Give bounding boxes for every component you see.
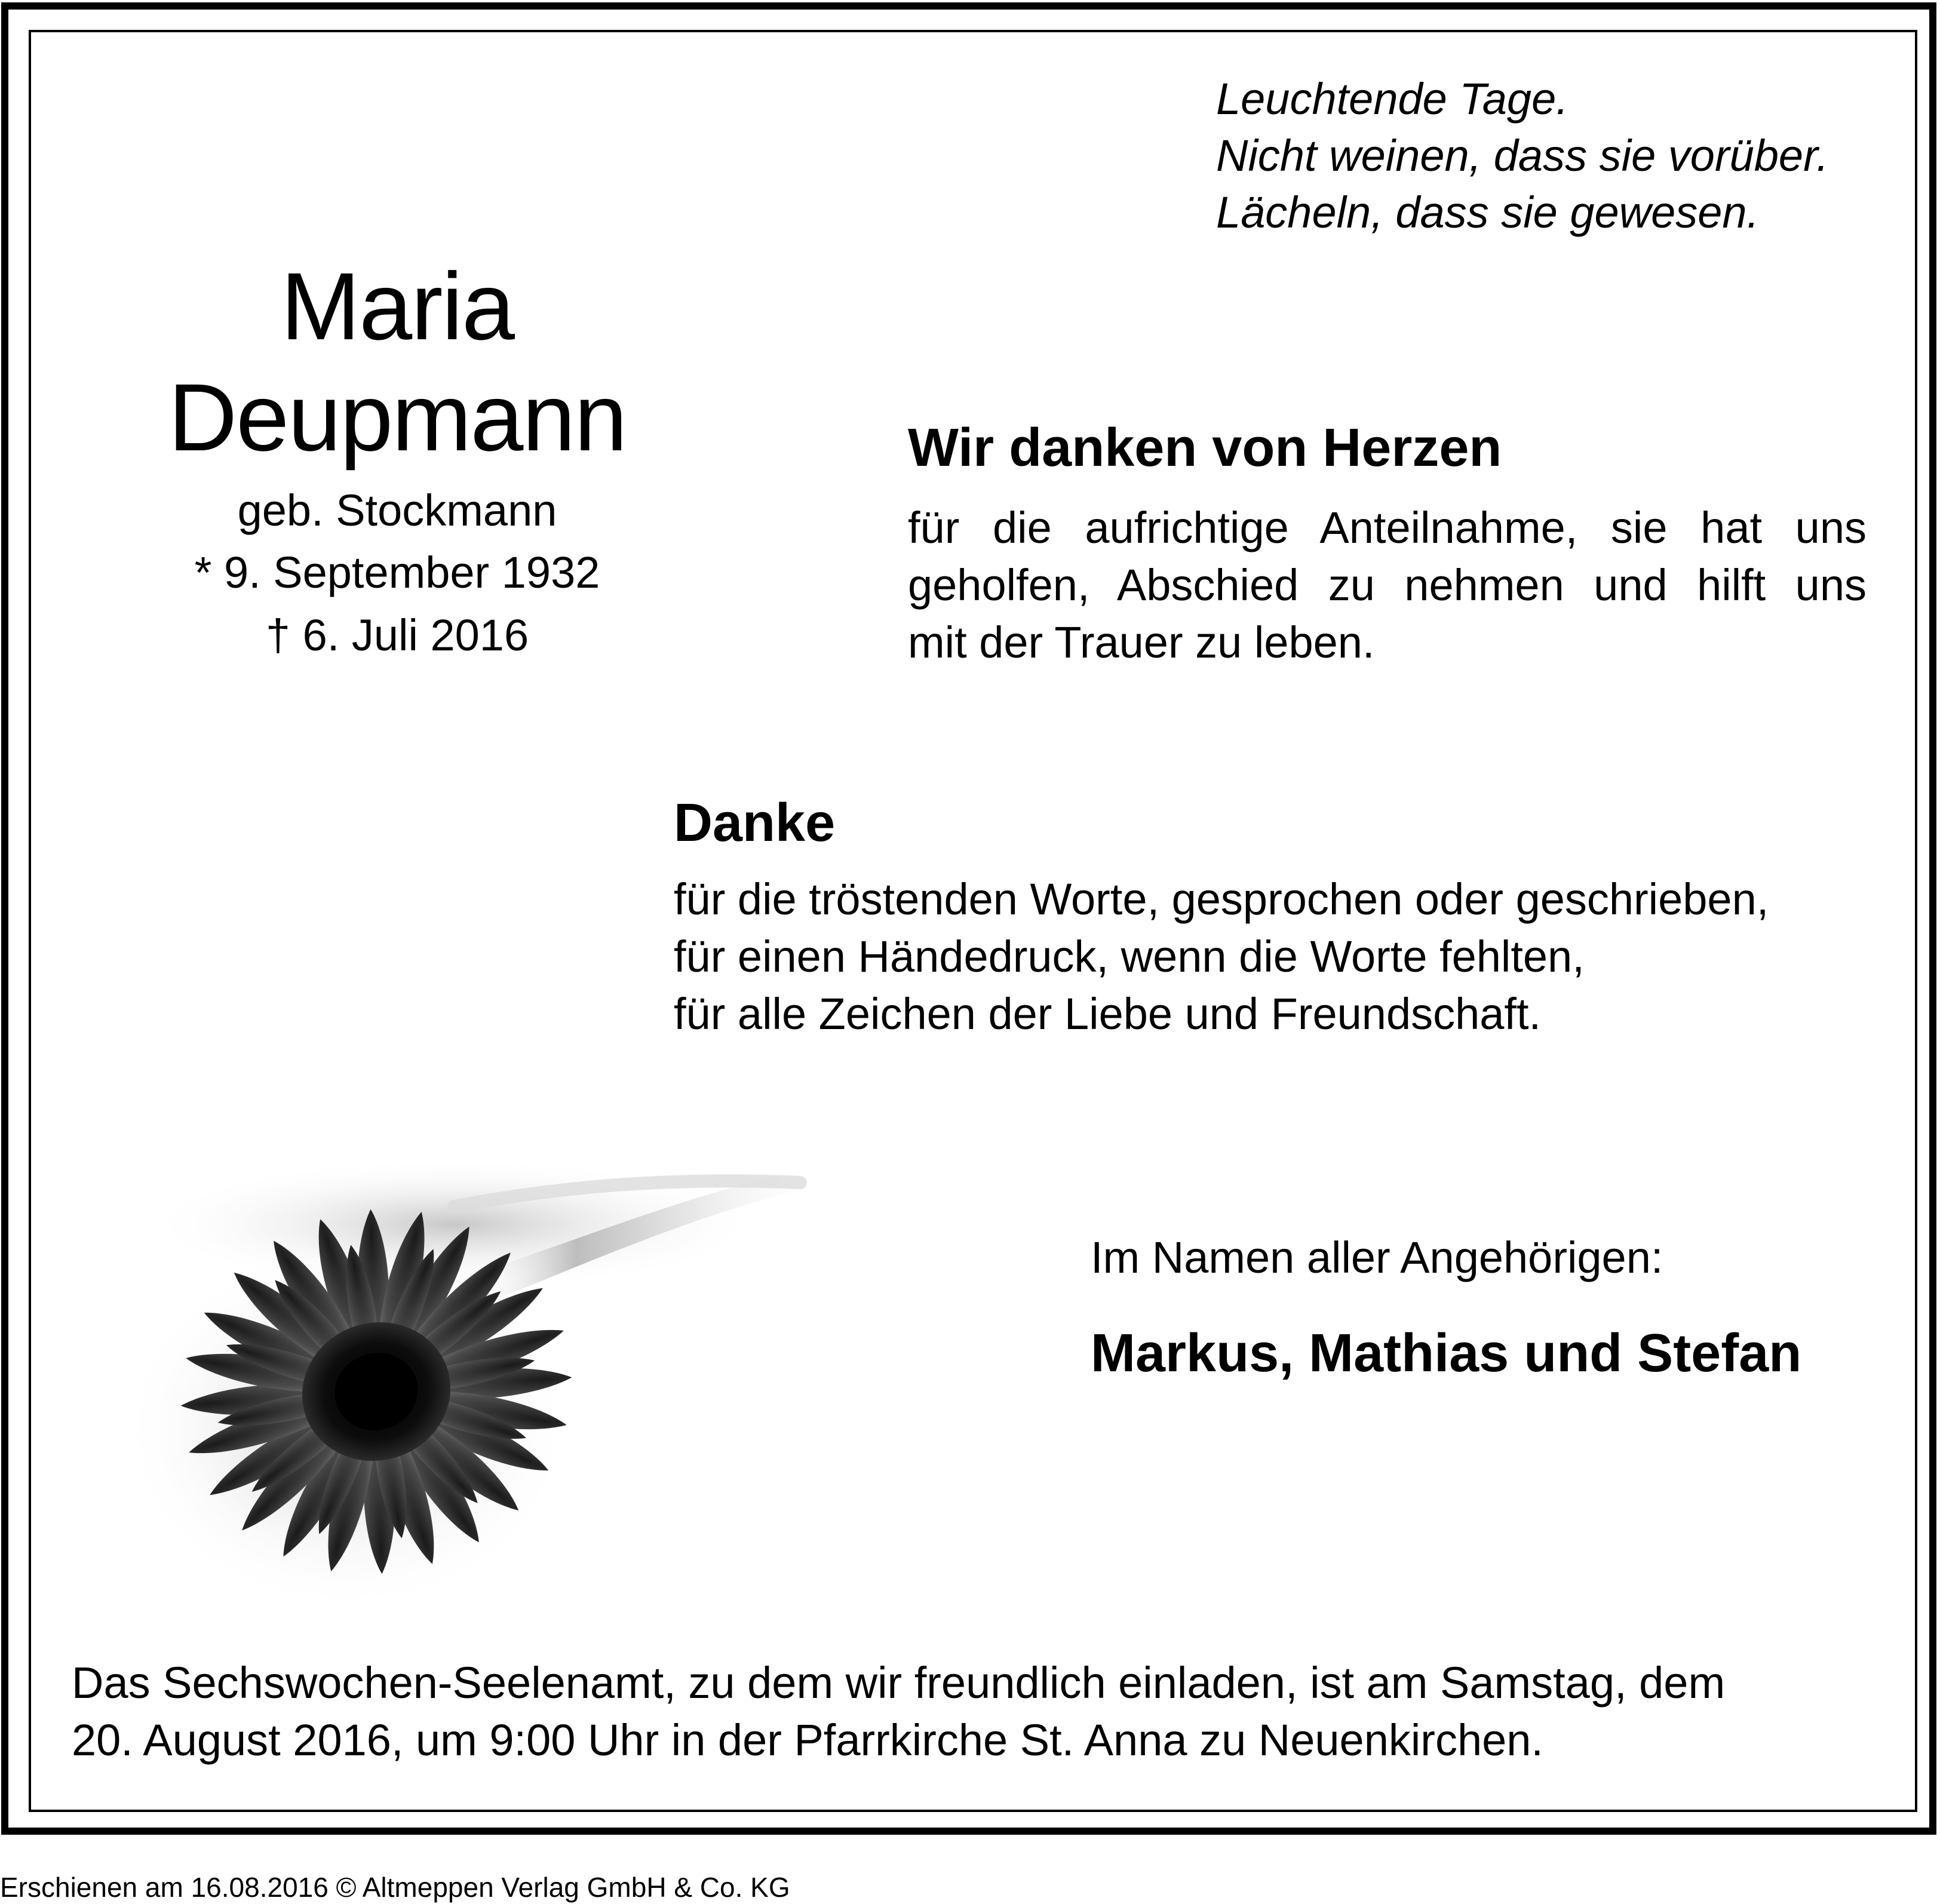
- flower-icon: [119, 1093, 812, 1630]
- motto-line-2: Nicht weinen, dass sie vorüber.: [1216, 131, 1829, 180]
- maiden-name: geb. Stockmann: [237, 486, 557, 535]
- notice-line-2: 20. August 2016, um 9:00 Uhr in der Pfarrkirche St. Anna zu Neuenkirchen.: [72, 1715, 1543, 1765]
- danke-text: [674, 871, 1769, 1043]
- thanks-heading: Wir danken von Herzen: [908, 418, 1502, 478]
- life-dates: [84, 541, 711, 667]
- motto-line-3: Lächeln, dass sie gewesen.: [1216, 188, 1760, 237]
- thanks-line-3: mit der Trauer zu leben.: [908, 618, 1375, 667]
- thanks-section: [908, 412, 1867, 671]
- thanks-text: [908, 499, 1867, 671]
- danke-section: [674, 787, 1769, 1043]
- publication-footer: Erschienen am 16.08.2016 © Altmeppen Verlag GmbH & Co. KG: [0, 1872, 790, 1903]
- deceased-info: [84, 251, 711, 667]
- danke-line-2: für einen Händedruck, wenn die Worte fehlten,: [674, 932, 1585, 981]
- death-date: † 6. Juli 2016: [265, 610, 529, 660]
- signature-names: Markus, Mathias und Stefan: [1091, 1323, 1802, 1383]
- danke-line-1: für die tröstenden Worte, gesprochen oder geschrieben,: [674, 874, 1769, 924]
- danke-heading: Danke: [674, 793, 836, 853]
- motto: [1216, 70, 1829, 241]
- danke-line-3: für alle Zeichen der Liebe und Freundschaft.: [674, 989, 1542, 1039]
- service-notice: [72, 1654, 1864, 1769]
- signature-block: [1091, 1228, 1801, 1389]
- signature-intro: Im Namen aller Angehörigen:: [1091, 1233, 1663, 1282]
- motto-line-1: Leuchtende Tage.: [1216, 74, 1568, 124]
- birth-date: * 9. September 1932: [194, 548, 600, 597]
- notice-line-1: Das Sechswochen-Seelenamt, zu dem wir freundlich einladen, ist am Samstag, dem: [72, 1658, 1726, 1708]
- first-name: Maria: [280, 253, 514, 360]
- thanks-line-1: für die aufrichtige Anteilnahme, sie hat uns: [908, 503, 1867, 552]
- last-name: Deupmann: [168, 364, 627, 471]
- thanks-line-2: geholfen, Abschied zu nehmen und hilft uns: [908, 560, 1867, 610]
